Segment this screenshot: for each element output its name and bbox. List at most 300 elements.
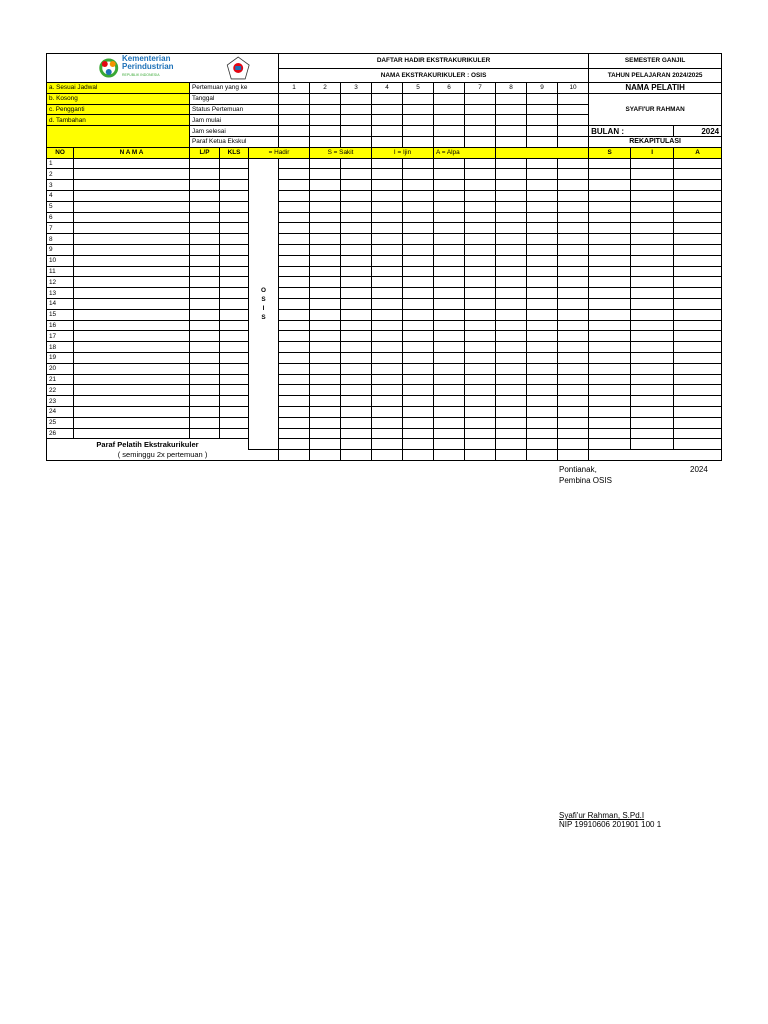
gender-cell[interactable] [190, 180, 220, 191]
attendance-cell[interactable] [310, 190, 341, 201]
start-time-cell[interactable] [558, 115, 589, 126]
attendance-cell[interactable] [558, 428, 589, 439]
attendance-cell[interactable] [279, 298, 310, 309]
recap-i-cell[interactable] [631, 298, 674, 309]
attendance-cell[interactable] [372, 277, 403, 288]
gender-cell[interactable] [190, 277, 220, 288]
attendance-cell[interactable] [527, 190, 558, 201]
recap-i-cell[interactable] [631, 212, 674, 223]
attendance-cell[interactable] [558, 385, 589, 396]
attendance-cell[interactable] [403, 288, 434, 299]
recap-a-cell[interactable] [674, 255, 722, 266]
recap-s-cell[interactable] [589, 428, 631, 439]
attendance-cell[interactable] [279, 169, 310, 180]
class-cell[interactable] [220, 320, 249, 331]
paraf-cell[interactable] [527, 136, 558, 147]
paraf-pelatih-cell[interactable] [341, 439, 372, 450]
status-cell[interactable] [403, 104, 434, 115]
recap-i-cell[interactable] [631, 342, 674, 353]
attendance-cell[interactable] [496, 363, 527, 374]
recap-a-cell[interactable] [674, 266, 722, 277]
attendance-cell[interactable] [434, 223, 465, 234]
attendance-cell[interactable] [310, 169, 341, 180]
end-time-cell[interactable] [496, 126, 527, 137]
recap-a-cell[interactable] [674, 180, 722, 191]
attendance-cell[interactable] [496, 342, 527, 353]
attendance-cell[interactable] [279, 331, 310, 342]
attendance-cell[interactable] [558, 309, 589, 320]
attendance-cell[interactable] [527, 158, 558, 169]
attendance-cell[interactable] [341, 331, 372, 342]
attendance-cell[interactable] [527, 374, 558, 385]
attendance-cell[interactable] [310, 255, 341, 266]
recap-i-cell[interactable] [631, 158, 674, 169]
end-time-cell[interactable] [372, 126, 403, 137]
attendance-cell[interactable] [558, 352, 589, 363]
attendance-cell[interactable] [434, 385, 465, 396]
attendance-cell[interactable] [310, 374, 341, 385]
attendance-cell[interactable] [279, 374, 310, 385]
attendance-cell[interactable] [403, 320, 434, 331]
attendance-cell[interactable] [465, 255, 496, 266]
attendance-cell[interactable] [465, 363, 496, 374]
attendance-cell[interactable] [279, 342, 310, 353]
recap-i-cell[interactable] [631, 396, 674, 407]
attendance-cell[interactable] [403, 234, 434, 245]
end-time-cell[interactable] [434, 126, 465, 137]
attendance-cell[interactable] [310, 320, 341, 331]
student-name-cell[interactable] [74, 212, 190, 223]
attendance-cell[interactable] [372, 385, 403, 396]
frequency-cell[interactable] [496, 450, 527, 461]
paraf-pelatih-cell[interactable] [527, 439, 558, 450]
recap-a-cell[interactable] [674, 201, 722, 212]
start-time-cell[interactable] [341, 115, 372, 126]
attendance-cell[interactable] [496, 266, 527, 277]
recap-a-cell[interactable] [674, 223, 722, 234]
attendance-cell[interactable] [558, 158, 589, 169]
end-time-cell[interactable] [527, 126, 558, 137]
class-cell[interactable] [220, 331, 249, 342]
student-name-cell[interactable] [74, 169, 190, 180]
recap-a-cell[interactable] [674, 277, 722, 288]
student-name-cell[interactable] [74, 406, 190, 417]
class-cell[interactable] [220, 396, 249, 407]
frequency-cell[interactable] [310, 450, 341, 461]
end-time-cell[interactable] [465, 126, 496, 137]
gender-cell[interactable] [190, 396, 220, 407]
attendance-cell[interactable] [558, 320, 589, 331]
attendance-cell[interactable] [496, 396, 527, 407]
attendance-cell[interactable] [310, 385, 341, 396]
attendance-cell[interactable] [403, 255, 434, 266]
recap-a-cell[interactable] [674, 363, 722, 374]
attendance-cell[interactable] [341, 244, 372, 255]
attendance-cell[interactable] [558, 417, 589, 428]
attendance-cell[interactable] [527, 244, 558, 255]
attendance-cell[interactable] [558, 212, 589, 223]
date-cell[interactable] [465, 93, 496, 104]
paraf-pelatih-cell[interactable] [434, 439, 465, 450]
gender-cell[interactable] [190, 374, 220, 385]
paraf-cell[interactable] [279, 136, 310, 147]
attendance-cell[interactable] [403, 309, 434, 320]
attendance-cell[interactable] [434, 180, 465, 191]
class-cell[interactable] [220, 288, 249, 299]
attendance-cell[interactable] [372, 190, 403, 201]
attendance-cell[interactable] [310, 331, 341, 342]
attendance-cell[interactable] [310, 298, 341, 309]
start-time-cell[interactable] [465, 115, 496, 126]
recap-s-cell[interactable] [589, 255, 631, 266]
attendance-cell[interactable] [372, 255, 403, 266]
attendance-cell[interactable] [279, 309, 310, 320]
recap-a-cell[interactable] [674, 374, 722, 385]
attendance-cell[interactable] [527, 331, 558, 342]
attendance-cell[interactable] [527, 406, 558, 417]
start-time-cell[interactable] [372, 115, 403, 126]
attendance-cell[interactable] [465, 201, 496, 212]
attendance-cell[interactable] [310, 428, 341, 439]
attendance-cell[interactable] [279, 255, 310, 266]
recap-s-cell[interactable] [589, 277, 631, 288]
attendance-cell[interactable] [310, 244, 341, 255]
class-cell[interactable] [220, 255, 249, 266]
end-time-cell[interactable] [341, 126, 372, 137]
recap-a-cell[interactable] [674, 190, 722, 201]
paraf-pelatih-cell[interactable] [372, 439, 403, 450]
attendance-cell[interactable] [341, 223, 372, 234]
attendance-cell[interactable] [527, 352, 558, 363]
recap-a-cell[interactable] [674, 309, 722, 320]
status-cell[interactable] [310, 104, 341, 115]
attendance-cell[interactable] [496, 190, 527, 201]
attendance-cell[interactable] [372, 342, 403, 353]
recap-s-cell[interactable] [589, 309, 631, 320]
student-name-cell[interactable] [74, 266, 190, 277]
frequency-cell[interactable] [434, 450, 465, 461]
attendance-cell[interactable] [434, 244, 465, 255]
class-cell[interactable] [220, 223, 249, 234]
attendance-cell[interactable] [341, 320, 372, 331]
attendance-cell[interactable] [279, 212, 310, 223]
attendance-cell[interactable] [434, 212, 465, 223]
recap-s-cell[interactable] [589, 363, 631, 374]
gender-cell[interactable] [190, 190, 220, 201]
attendance-cell[interactable] [341, 190, 372, 201]
attendance-cell[interactable] [341, 352, 372, 363]
attendance-cell[interactable] [403, 266, 434, 277]
attendance-cell[interactable] [403, 158, 434, 169]
recap-i-cell[interactable] [631, 309, 674, 320]
class-cell[interactable] [220, 298, 249, 309]
attendance-cell[interactable] [527, 288, 558, 299]
class-cell[interactable] [220, 158, 249, 169]
attendance-cell[interactable] [496, 352, 527, 363]
attendance-cell[interactable] [403, 396, 434, 407]
attendance-cell[interactable] [372, 201, 403, 212]
attendance-cell[interactable] [527, 212, 558, 223]
attendance-cell[interactable] [372, 352, 403, 363]
class-cell[interactable] [220, 385, 249, 396]
date-cell[interactable] [279, 93, 310, 104]
class-cell[interactable] [220, 277, 249, 288]
student-name-cell[interactable] [74, 190, 190, 201]
attendance-cell[interactable] [496, 169, 527, 180]
attendance-cell[interactable] [527, 320, 558, 331]
attendance-cell[interactable] [341, 342, 372, 353]
class-cell[interactable] [220, 428, 249, 439]
attendance-cell[interactable] [496, 385, 527, 396]
attendance-cell[interactable] [434, 201, 465, 212]
attendance-cell[interactable] [465, 320, 496, 331]
attendance-cell[interactable] [372, 363, 403, 374]
frequency-cell[interactable] [527, 450, 558, 461]
gender-cell[interactable] [190, 417, 220, 428]
attendance-cell[interactable] [434, 190, 465, 201]
attendance-cell[interactable] [341, 417, 372, 428]
attendance-cell[interactable] [434, 277, 465, 288]
gender-cell[interactable] [190, 288, 220, 299]
attendance-cell[interactable] [310, 212, 341, 223]
gender-cell[interactable] [190, 266, 220, 277]
attendance-cell[interactable] [496, 212, 527, 223]
attendance-cell[interactable] [496, 234, 527, 245]
attendance-cell[interactable] [465, 406, 496, 417]
paraf-pelatih-cell[interactable] [403, 439, 434, 450]
attendance-cell[interactable] [310, 223, 341, 234]
date-cell[interactable] [527, 93, 558, 104]
attendance-cell[interactable] [310, 288, 341, 299]
attendance-cell[interactable] [310, 352, 341, 363]
recap-s-cell[interactable] [589, 288, 631, 299]
attendance-cell[interactable] [403, 180, 434, 191]
start-time-cell[interactable] [496, 115, 527, 126]
gender-cell[interactable] [190, 309, 220, 320]
attendance-cell[interactable] [496, 331, 527, 342]
recap-s-cell[interactable] [589, 342, 631, 353]
recap-s-cell[interactable] [589, 352, 631, 363]
attendance-cell[interactable] [310, 180, 341, 191]
attendance-cell[interactable] [465, 417, 496, 428]
frequency-cell[interactable] [558, 450, 589, 461]
attendance-cell[interactable] [558, 169, 589, 180]
attendance-cell[interactable] [496, 255, 527, 266]
gender-cell[interactable] [190, 234, 220, 245]
attendance-cell[interactable] [372, 288, 403, 299]
attendance-cell[interactable] [496, 428, 527, 439]
attendance-cell[interactable] [434, 320, 465, 331]
attendance-cell[interactable] [496, 374, 527, 385]
class-cell[interactable] [220, 374, 249, 385]
attendance-cell[interactable] [341, 255, 372, 266]
date-cell[interactable] [310, 93, 341, 104]
recap-s-cell[interactable] [589, 298, 631, 309]
attendance-cell[interactable] [341, 363, 372, 374]
attendance-cell[interactable] [434, 331, 465, 342]
date-cell[interactable] [341, 93, 372, 104]
gender-cell[interactable] [190, 298, 220, 309]
recap-a-cell[interactable] [674, 158, 722, 169]
attendance-cell[interactable] [465, 266, 496, 277]
attendance-cell[interactable] [465, 277, 496, 288]
attendance-cell[interactable] [558, 255, 589, 266]
recap-i-cell[interactable] [631, 201, 674, 212]
attendance-cell[interactable] [434, 266, 465, 277]
attendance-cell[interactable] [558, 298, 589, 309]
attendance-cell[interactable] [372, 298, 403, 309]
recap-s-cell[interactable] [589, 190, 631, 201]
status-cell[interactable] [465, 104, 496, 115]
attendance-cell[interactable] [465, 298, 496, 309]
recap-i-cell[interactable] [631, 331, 674, 342]
attendance-cell[interactable] [434, 288, 465, 299]
attendance-cell[interactable] [341, 396, 372, 407]
attendance-cell[interactable] [279, 244, 310, 255]
start-time-cell[interactable] [279, 115, 310, 126]
recap-i-cell[interactable] [631, 234, 674, 245]
attendance-cell[interactable] [403, 342, 434, 353]
attendance-cell[interactable] [279, 320, 310, 331]
attendance-cell[interactable] [341, 385, 372, 396]
attendance-cell[interactable] [527, 428, 558, 439]
attendance-cell[interactable] [403, 212, 434, 223]
class-cell[interactable] [220, 352, 249, 363]
student-name-cell[interactable] [74, 320, 190, 331]
recap-a-cell[interactable] [674, 234, 722, 245]
recap-i-cell[interactable] [631, 169, 674, 180]
frequency-cell[interactable] [279, 450, 310, 461]
attendance-cell[interactable] [558, 342, 589, 353]
attendance-cell[interactable] [558, 201, 589, 212]
attendance-cell[interactable] [434, 417, 465, 428]
attendance-cell[interactable] [341, 374, 372, 385]
student-name-cell[interactable] [74, 255, 190, 266]
attendance-cell[interactable] [527, 385, 558, 396]
recap-s-cell[interactable] [589, 266, 631, 277]
recap-i-cell[interactable] [631, 374, 674, 385]
attendance-cell[interactable] [403, 417, 434, 428]
attendance-cell[interactable] [310, 234, 341, 245]
gender-cell[interactable] [190, 385, 220, 396]
paraf-cell[interactable] [558, 136, 589, 147]
attendance-cell[interactable] [372, 158, 403, 169]
paraf-cell[interactable] [341, 136, 372, 147]
student-name-cell[interactable] [74, 223, 190, 234]
date-cell[interactable] [403, 93, 434, 104]
end-time-cell[interactable] [558, 126, 589, 137]
attendance-cell[interactable] [527, 223, 558, 234]
attendance-cell[interactable] [279, 363, 310, 374]
attendance-cell[interactable] [372, 212, 403, 223]
attendance-cell[interactable] [465, 374, 496, 385]
student-name-cell[interactable] [74, 277, 190, 288]
student-name-cell[interactable] [74, 158, 190, 169]
student-name-cell[interactable] [74, 396, 190, 407]
end-time-cell[interactable] [403, 126, 434, 137]
status-cell[interactable] [341, 104, 372, 115]
attendance-cell[interactable] [341, 180, 372, 191]
paraf-pelatih-cell[interactable] [496, 439, 527, 450]
student-name-cell[interactable] [74, 428, 190, 439]
gender-cell[interactable] [190, 212, 220, 223]
attendance-cell[interactable] [558, 374, 589, 385]
attendance-cell[interactable] [527, 255, 558, 266]
attendance-cell[interactable] [496, 309, 527, 320]
attendance-cell[interactable] [434, 169, 465, 180]
attendance-cell[interactable] [465, 158, 496, 169]
attendance-cell[interactable] [465, 288, 496, 299]
attendance-cell[interactable] [527, 180, 558, 191]
gender-cell[interactable] [190, 223, 220, 234]
attendance-cell[interactable] [341, 406, 372, 417]
end-time-cell[interactable] [279, 126, 310, 137]
student-name-cell[interactable] [74, 234, 190, 245]
attendance-cell[interactable] [310, 277, 341, 288]
student-name-cell[interactable] [74, 201, 190, 212]
attendance-cell[interactable] [341, 298, 372, 309]
recap-i-cell[interactable] [631, 320, 674, 331]
status-cell[interactable] [527, 104, 558, 115]
attendance-cell[interactable] [372, 374, 403, 385]
attendance-cell[interactable] [558, 180, 589, 191]
class-cell[interactable] [220, 190, 249, 201]
paraf-cell[interactable] [403, 136, 434, 147]
gender-cell[interactable] [190, 244, 220, 255]
recap-s-cell[interactable] [589, 374, 631, 385]
recap-a-cell[interactable] [674, 428, 722, 439]
class-cell[interactable] [220, 201, 249, 212]
recap-i-cell[interactable] [631, 352, 674, 363]
attendance-cell[interactable] [496, 298, 527, 309]
attendance-cell[interactable] [558, 406, 589, 417]
attendance-cell[interactable] [465, 309, 496, 320]
gender-cell[interactable] [190, 342, 220, 353]
attendance-cell[interactable] [403, 331, 434, 342]
recap-a-cell[interactable] [674, 331, 722, 342]
student-name-cell[interactable] [74, 298, 190, 309]
attendance-cell[interactable] [403, 277, 434, 288]
recap-s-cell[interactable] [589, 417, 631, 428]
attendance-cell[interactable] [465, 223, 496, 234]
attendance-cell[interactable] [527, 201, 558, 212]
recap-a-cell[interactable] [674, 212, 722, 223]
student-name-cell[interactable] [74, 244, 190, 255]
paraf-pelatih-cell[interactable] [310, 439, 341, 450]
attendance-cell[interactable] [496, 288, 527, 299]
attendance-cell[interactable] [434, 255, 465, 266]
attendance-cell[interactable] [527, 309, 558, 320]
recap-i-cell[interactable] [631, 266, 674, 277]
recap-i-cell[interactable] [631, 417, 674, 428]
student-name-cell[interactable] [74, 331, 190, 342]
attendance-cell[interactable] [372, 417, 403, 428]
student-name-cell[interactable] [74, 385, 190, 396]
status-cell[interactable] [372, 104, 403, 115]
attendance-cell[interactable] [434, 234, 465, 245]
attendance-cell[interactable] [310, 396, 341, 407]
attendance-cell[interactable] [372, 331, 403, 342]
attendance-cell[interactable] [372, 320, 403, 331]
attendance-cell[interactable] [434, 298, 465, 309]
recap-i-cell[interactable] [631, 406, 674, 417]
recap-s-cell[interactable] [589, 158, 631, 169]
gender-cell[interactable] [190, 201, 220, 212]
attendance-cell[interactable] [310, 342, 341, 353]
attendance-cell[interactable] [341, 309, 372, 320]
attendance-cell[interactable] [279, 158, 310, 169]
attendance-cell[interactable] [372, 266, 403, 277]
